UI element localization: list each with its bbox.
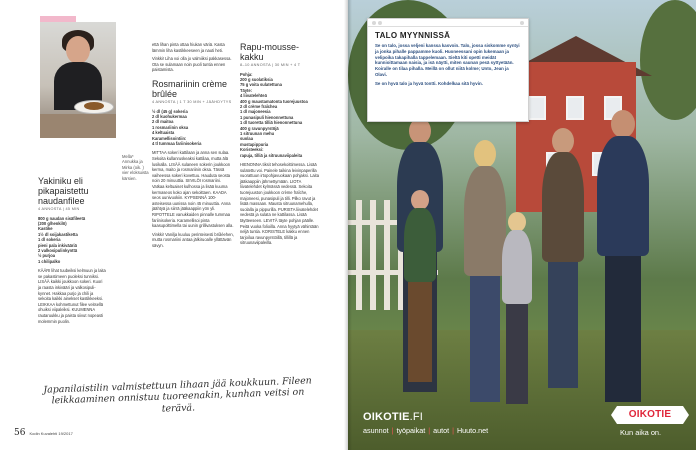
ingredient: ½ purjoa	[38, 253, 56, 259]
nav-item-huuto: Huuto.net	[456, 426, 489, 435]
ingredient-list	[152, 109, 234, 147]
badge-label: OIKOTIE	[628, 409, 672, 420]
ingredient-list	[38, 216, 106, 265]
ingredient: 400 g maustamatonta tuorejuustoa	[240, 98, 308, 104]
ingredient: 1½ dl soijakastiketta	[38, 231, 78, 237]
ingredient: mustapippuria	[240, 141, 269, 147]
recipe-column-1	[38, 176, 106, 325]
recipe-method: KÄÄRI lihat tuubeiksi kelmuun ja laita se pakastimeen puoleksi tunniksi. LISÄÄ kaikki joukkoon sokeri. Kuori ja raasta inkivääri ja valkosipuli-kynnet. Hakkaa purjo ja chili ja sekoita kaikki ainekset kastikkeeksi. LEIKKAA kohmettunut filee veitsellä ohuiksi viipaleiksi. KUUMENNA rautaruukku ja paista siivut nopeasti molemmin puolin.	[38, 268, 106, 324]
oikotie-badge	[617, 406, 683, 424]
ingredient: 4 keltuaista	[152, 130, 175, 136]
ingredient: Karamellisointiin:	[152, 135, 187, 141]
ingredient: 2 dl maitoa	[152, 119, 174, 125]
ingredient: 1 punasipuli hienonnettuna	[240, 114, 294, 120]
nav-item-tyopaikat: työpaikat	[396, 426, 426, 435]
child-figure	[500, 212, 534, 412]
ingredient: rapuja, tilliä ja sitruunaviipaleita	[240, 152, 303, 158]
recipe-column-2	[152, 42, 234, 250]
ad-paragraph: Se on talo, jossa veljeni kanssa kasvoin. Talo, jossa siskomme syntyi ja jonka pihalle pappamme kuoli. Huoneessani opin lukemaan ja velipoika takapihalla tappelemaan. Sieltä kiti opetti meidät kunnioittamaan naisia, ja isä näytti, miten saunan pesä syttyetään. Koiralle on tilaa pihalla. Meillä on ollut niitä kolme; Unto, Jean ja Olavi.	[375, 43, 520, 77]
ingredient: 400 g ravunpyrstöjä	[240, 125, 279, 131]
magazine-issue: Kodin Kuvalehti 19/2017	[29, 430, 73, 436]
ingredient: suolaa	[240, 136, 253, 142]
ingredient: Koristeeksi:	[240, 147, 264, 153]
man-figure	[595, 110, 651, 410]
brand-name: OIKOTIE	[363, 411, 410, 423]
body-text: että lihan pinta ottaa hiukan väriä. Kasta lämmin liha kastikkeeseen ja nauti heti.	[152, 42, 225, 53]
ingredient: pieni pala inkivääriä	[38, 242, 77, 248]
ingredient: 1 chilipalko	[38, 258, 61, 264]
ingredient: 2 dl crème fraîchea	[240, 104, 278, 110]
recipe-title: Rapu-mousse-kakku	[240, 42, 300, 62]
ingredient: 2 valkosipulinkynttä	[38, 248, 78, 254]
child-figure	[402, 190, 438, 390]
oikotie-logo	[363, 411, 423, 423]
window-dot-icon	[372, 21, 376, 25]
man-figure	[540, 128, 586, 398]
recipe-title: Rosmariinin crème brûlée	[152, 78, 228, 99]
ingredient: 2 dl kuohukermaa	[152, 113, 187, 119]
tip-text	[152, 56, 234, 73]
ingredient: 800 g naudan sisäfileetä	[38, 215, 86, 221]
window-titlebar	[368, 19, 528, 27]
recipe-servings: 8–10 ANNOSTA | 30 MIN + 4 T	[240, 63, 301, 67]
ingredient: 75 g voita sulatettuna	[240, 82, 282, 88]
brand-tld: .FI	[409, 411, 424, 423]
window-dot-icon	[378, 21, 382, 25]
window-dot-icon	[520, 21, 524, 25]
page-number: 56	[14, 428, 26, 438]
ingredient: Kastike	[38, 226, 53, 232]
ingredient: 1 dl sokeria	[38, 237, 61, 243]
tip-text	[152, 232, 234, 249]
service-nav: asunnot | työpaikat | autot | Huuto.net	[363, 426, 489, 435]
ingredient: 1 dl majoneesia	[240, 109, 271, 115]
recipe-title: Yakiniku eli pikapaistettu naudanfilee	[38, 176, 89, 206]
page-gutter	[344, 0, 352, 450]
ingredient: ½ dl (45 g) sokeria	[152, 108, 188, 114]
recipe-servings: 4 ANNOSTA | 45 MIN	[38, 207, 80, 211]
recipe-method: HIENONNA tiksit tehosekoittimessa. Lisää sulatettu voi. Painele taikina leivinpaperilla vuorattuun irtopohjavuokaan pohjaksi. Laita jääkaappiin jähmettymään. LIOTA liivatelehdet kylmässä vedessä. Sekoita tuorejuuston joukkoon crème fraîche, majoneesi, punasipuli ja tilli. Pilko ravut ja lisää massaan. Mausta sitruunamehulla, suolalla ja pippurilla. PURISTA liivatelehdet vedestä ja sulata ne kattilassa. Lisää täytteeseen. LEVITÄ täyte pohjan päälle. Peitä vuoka folioilla. Anna hyytyä vähintään neljä tuntia. KORISTELE kakku ennen tarjoilua ravunpyrstöillä, tillillä ja sitruunaviipaleilla.	[240, 162, 319, 246]
photo-caption: Mella* Annukka ja Mirka (oik. ) vier eloksuista kärsien.	[122, 154, 149, 181]
ingredient: 200 g suolatiksia	[240, 77, 273, 82]
pull-quote: Japanilaistilin valmistettuun lihaan jää koukkuun. Fileen leikkaaminen onnistuu tuoreenakin, kunhan veitsi on terävä.	[43, 375, 312, 415]
ad-text-window	[367, 18, 529, 122]
tip-body: Vinkki! Vanilja kuuluu perinteisesti brûléehen, mutta rosmariini antaa jälkiruoalle yllättävän sävyn.	[152, 231, 234, 248]
ingredient-list	[240, 72, 320, 159]
nav-item-asunnot: asunnot	[363, 426, 389, 435]
page-footer	[14, 428, 73, 438]
recipe-column-3	[240, 42, 320, 247]
ad-paragraph: Se on hyvä talo ja hyvä tontti. Kohdelkaa sitä hyvin.	[375, 80, 483, 86]
author-photo	[40, 22, 116, 138]
recipe-servings: 4 ANNOSTA | 1 T 30 MIN + JÄÄHDYTYS	[152, 99, 232, 104]
ingredient: Pohja:	[240, 71, 253, 77]
ingredient: 4 liivatelehteä	[240, 93, 267, 99]
ingredient: 1 rosmariinin oksa	[152, 124, 189, 130]
ingredient: 1 dl tuoretta tilliä hienonnettuna	[240, 120, 303, 126]
recipe-method: MITTAA sokeri kattilaan ja anna sen sulaa. Sekoita kullanruskeaksi kattilaa, mutta älä lusikalla. LISÄÄ sulaneen sokerin joukkoon kerma, maito ja rosmariinin oksa. Tässä vaiheessa sokeri kovettuu. Hauduta seosta noin 20 minuuttia. SIIVILÖI rosmariini. Vatkaa keltuaiset kulhossa ja lisää kuuma kermaseos koko ajan sekoittaen. KAADA seos uunivuokiin. KYPSENNÄ 100-asteisessa uunissa noin 45 minuuttia. Anna jäähtyä ja siirrä jääkaappiin yön yli. RIPOTTELE vanukkaiden pinnalle tummaa fariinisokeria. Karamellisoi pinta kaasupolttimella tai uunin grillivastuksen alla.	[152, 150, 234, 229]
ingredient: 1 sitruunan mehu	[240, 131, 275, 137]
ad-headline: TALO MYYNNISSÄ	[375, 31, 451, 40]
ingredient: Täyte:	[240, 87, 253, 93]
ingredient: (200 g/henkilö)	[38, 221, 67, 226]
ingredient: 4 tl tummaa fariinisokeria	[152, 141, 202, 146]
nav-item-autot: autot	[433, 426, 450, 435]
tip-body: Vinkki! Liha voi olla jo valmiiksi pakkasessa. Ota se sulamaan noin puoli tuntia ennen paistamista.	[152, 56, 232, 73]
ad-slogan: Kun aika on.	[620, 428, 662, 437]
